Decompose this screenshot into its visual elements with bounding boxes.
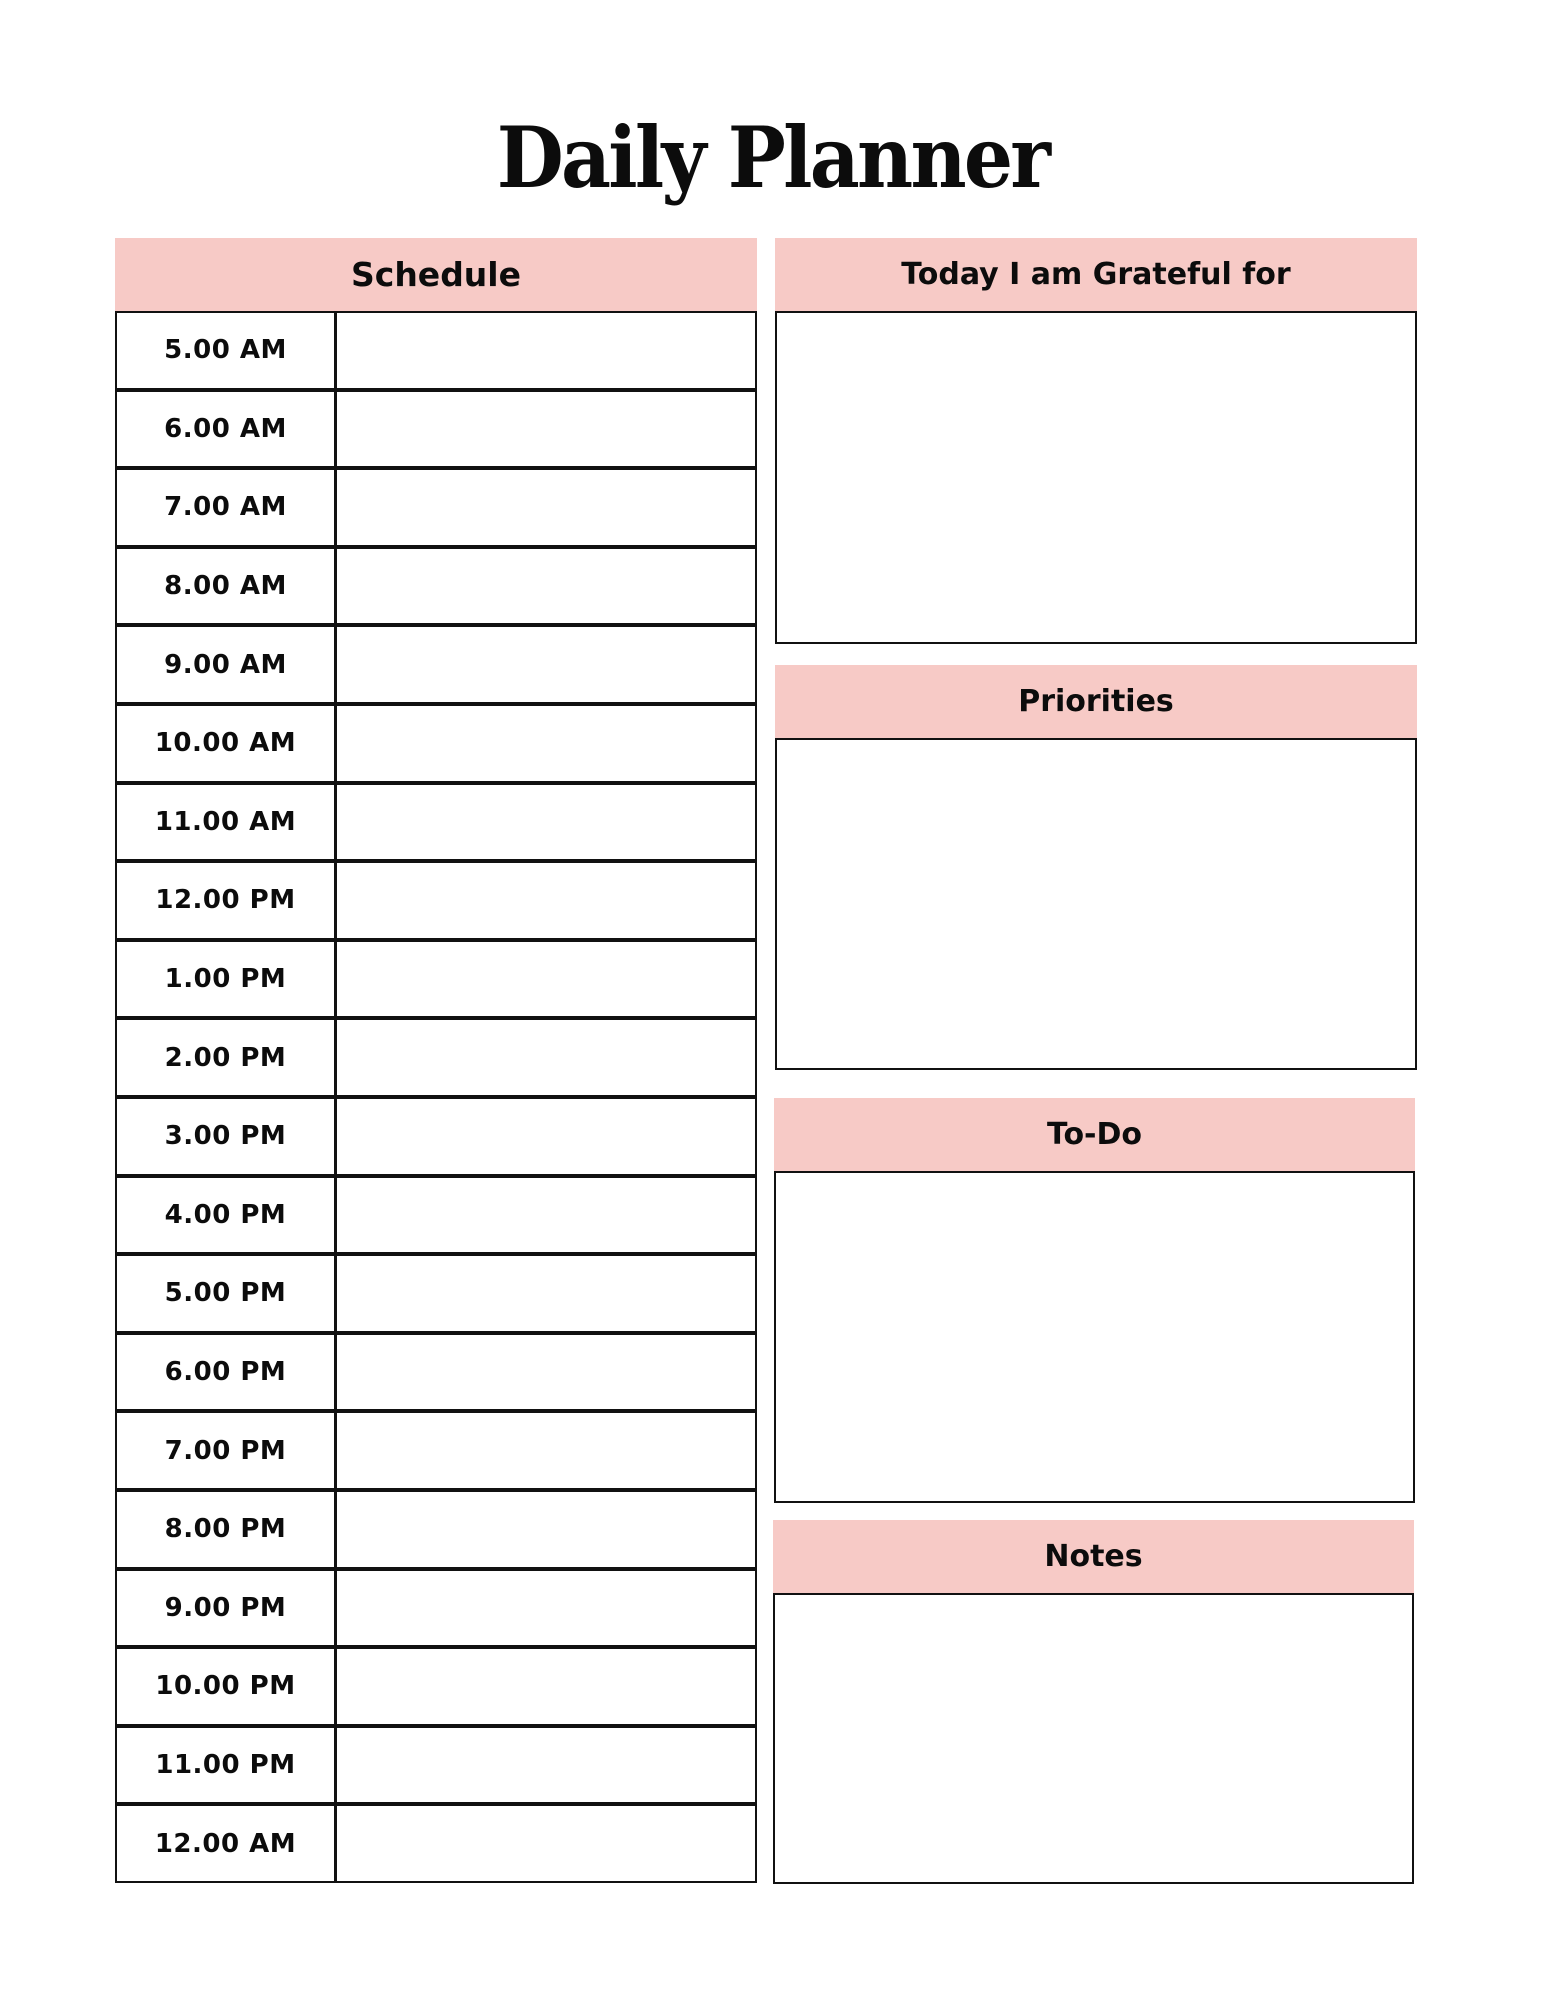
grateful-field[interactable] <box>775 311 1417 644</box>
schedule-row <box>115 861 757 940</box>
notes-header <box>773 1520 1414 1593</box>
schedule-row <box>115 1804 757 1883</box>
time-label: 10.00 PM <box>117 1649 337 1724</box>
time-label: 4.00 PM <box>117 1178 337 1253</box>
schedule-entry-field[interactable] <box>337 706 755 781</box>
time-label: 5.00 AM <box>117 313 337 388</box>
schedule-entry-field[interactable] <box>337 1413 755 1488</box>
time-label: 7.00 AM <box>117 470 337 545</box>
grateful-header <box>775 238 1417 311</box>
schedule-entry-field[interactable] <box>337 627 755 702</box>
schedule-entry-field[interactable] <box>337 470 755 545</box>
schedule-entry-field[interactable] <box>337 1806 755 1881</box>
schedule-entry-field[interactable] <box>337 942 755 1017</box>
priorities-field[interactable] <box>775 738 1417 1070</box>
time-label: 11.00 AM <box>117 785 337 860</box>
schedule-entry-field[interactable] <box>337 785 755 860</box>
time-label: 6.00 PM <box>117 1335 337 1410</box>
schedule-entry-field[interactable] <box>337 549 755 624</box>
todo-header-label: To-Do <box>1046 1117 1143 1152</box>
schedule-row <box>115 1490 757 1569</box>
time-label: 10.00 AM <box>117 706 337 781</box>
schedule-row <box>115 1254 757 1333</box>
schedule-entry-field[interactable] <box>337 863 755 938</box>
schedule-entry-field[interactable] <box>337 1335 755 1410</box>
schedule-row <box>115 1411 757 1490</box>
time-label: 6.00 AM <box>117 392 337 467</box>
time-label: 7.00 PM <box>117 1413 337 1488</box>
schedule-entry-field[interactable] <box>337 313 755 388</box>
schedule-row <box>115 783 757 862</box>
schedule-entry-field[interactable] <box>337 1649 755 1724</box>
time-label: 2.00 PM <box>117 1020 337 1095</box>
time-label: 3.00 PM <box>117 1099 337 1174</box>
notes-field[interactable] <box>773 1593 1414 1884</box>
schedule-row <box>115 311 757 390</box>
schedule-row <box>115 390 757 469</box>
time-label: 1.00 PM <box>117 942 337 1017</box>
schedule-entry-field[interactable] <box>337 1492 755 1567</box>
schedule-entry-field[interactable] <box>337 1571 755 1646</box>
schedule-row <box>115 1569 757 1648</box>
priorities-header-label: Priorities <box>1018 684 1174 719</box>
time-label: 11.00 PM <box>117 1728 337 1803</box>
time-label: 8.00 PM <box>117 1492 337 1567</box>
time-label: 12.00 PM <box>117 863 337 938</box>
schedule-header <box>115 238 757 311</box>
grateful-header-label: Today I am Grateful for <box>901 257 1291 292</box>
time-label: 9.00 AM <box>117 627 337 702</box>
schedule-row <box>115 1176 757 1255</box>
page-title: Daily Planner <box>496 108 1049 207</box>
schedule-header-label: Schedule <box>350 255 521 294</box>
todo-header <box>774 1098 1415 1171</box>
schedule-entry-field[interactable] <box>337 1256 755 1331</box>
schedule-row <box>115 1097 757 1176</box>
schedule-table <box>115 311 757 1883</box>
schedule-row <box>115 1333 757 1412</box>
schedule-entry-field[interactable] <box>337 1020 755 1095</box>
schedule-entry-field[interactable] <box>337 392 755 467</box>
time-label: 8.00 AM <box>117 549 337 624</box>
time-label: 12.00 AM <box>117 1806 337 1881</box>
priorities-header <box>775 665 1417 738</box>
time-label: 5.00 PM <box>117 1256 337 1331</box>
schedule-row <box>115 1647 757 1726</box>
schedule-row <box>115 704 757 783</box>
time-label: 9.00 PM <box>117 1571 337 1646</box>
schedule-row <box>115 625 757 704</box>
schedule-row <box>115 940 757 1019</box>
schedule-row <box>115 1726 757 1805</box>
schedule-row <box>115 468 757 547</box>
schedule-entry-field[interactable] <box>337 1728 755 1803</box>
schedule-row <box>115 1018 757 1097</box>
todo-field[interactable] <box>774 1171 1415 1503</box>
schedule-entry-field[interactable] <box>337 1178 755 1253</box>
notes-header-label: Notes <box>1044 1539 1143 1574</box>
schedule-entry-field[interactable] <box>337 1099 755 1174</box>
schedule-row <box>115 547 757 626</box>
